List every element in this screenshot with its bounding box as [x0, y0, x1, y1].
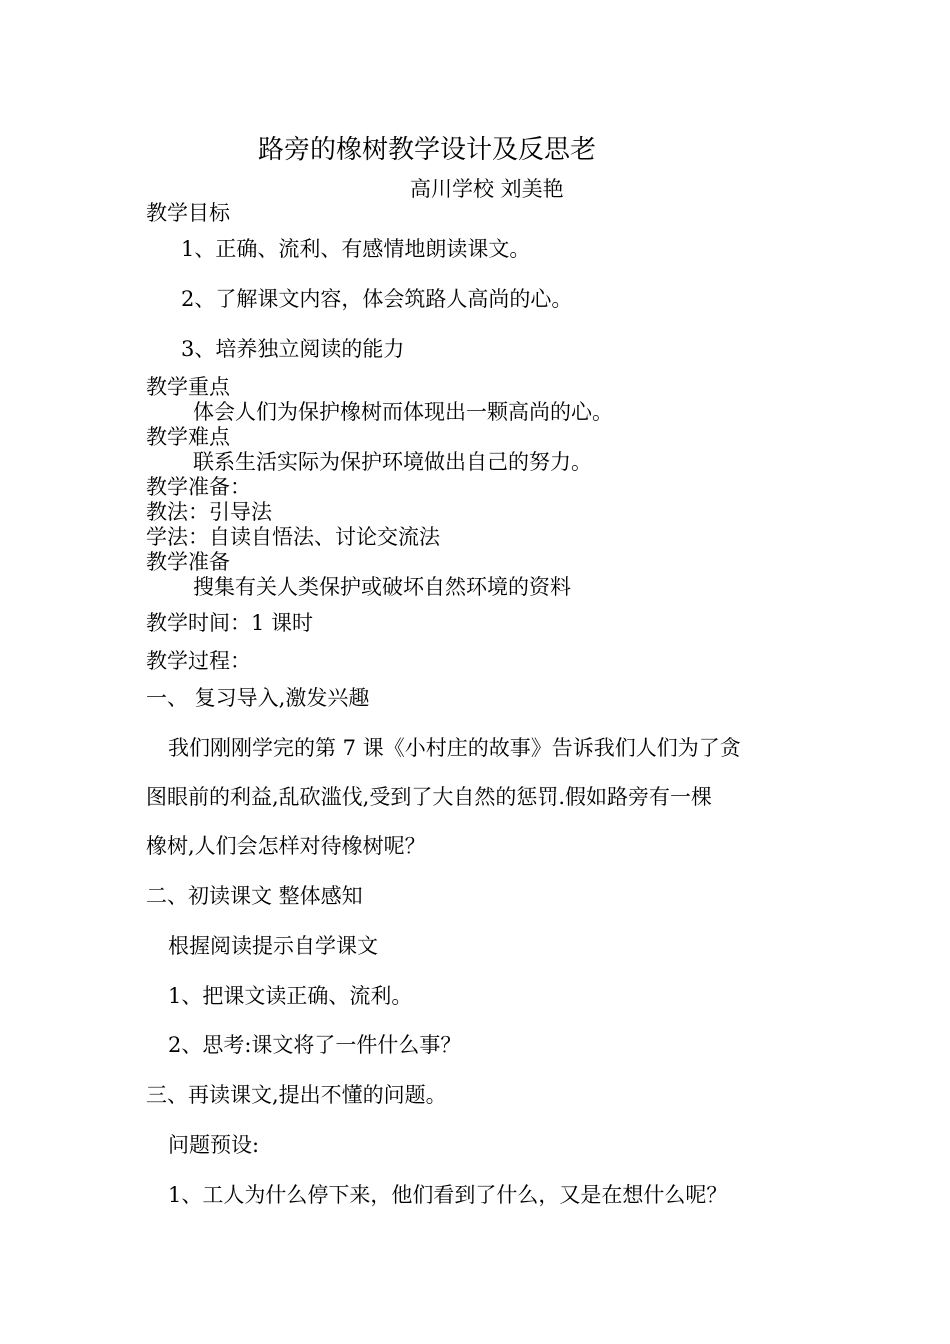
step1-paragraph-line: 橡树,人们会怎样对待橡树呢？ — [146, 834, 426, 858]
process-heading: 教学过程： — [146, 649, 251, 673]
step3-item: 1、工人为什么停下来，他们看到了什么，又是在想什么呢？ — [168, 1183, 728, 1207]
document-title: 路旁的橡树教学设计及反思老 — [258, 135, 597, 165]
learning-method: 学法：自读自悟法、讨论交流法 — [146, 525, 440, 549]
key-heading: 教学重点 — [146, 375, 230, 399]
key-text: 体会人们为保护橡树而体现出一颗高尚的心。 — [193, 400, 613, 424]
prep-text: 搜集有关人类保护或破坏自然环境的资料 — [193, 575, 571, 599]
step1-heading: 一、 复习导入,激发兴趣 — [146, 686, 370, 710]
author-line: 高川学校 刘美艳 — [410, 177, 564, 201]
class-time: 教学时间：1 课时 — [146, 611, 314, 635]
prep-heading-2: 教学准备 — [146, 550, 230, 574]
step2-heading: 二、初读课文 整体感知 — [146, 884, 363, 908]
goals-heading: 教学目标 — [146, 201, 230, 225]
goal-item: 2、了解课文内容，体会筑路人高尚的心。 — [181, 287, 573, 311]
difficulty-text: 联系生活实际为保护环境做出自己的努力。 — [193, 450, 592, 474]
difficulty-heading: 教学难点 — [146, 425, 230, 449]
goal-item: 1、正确、流利、有感情地朗读课文。 — [181, 237, 531, 261]
step3-intro: 问题预设: — [168, 1133, 260, 1157]
step3-heading: 三、再读课文,提出不懂的问题。 — [146, 1083, 447, 1107]
step1-paragraph-line: 图眼前的利益,乱砍滥伐,受到了大自然的惩罚.假如路旁有一棵 — [146, 785, 713, 809]
step2-item: 2、思考:课文将了一件什么事？ — [168, 1033, 462, 1057]
step2-intro: 根握阅读提示自学课文 — [168, 934, 378, 958]
step2-item: 1、把课文读正确、流利。 — [168, 984, 413, 1008]
step1-paragraph-line: 我们刚刚学完的第 7 课《小村庄的故事》告诉我们人们为了贪 — [168, 736, 741, 760]
goal-item: 3、培养独立阅读的能力 — [181, 337, 405, 361]
teaching-method: 教法：引导法 — [146, 500, 272, 524]
prep-heading: 教学准备： — [146, 475, 251, 499]
